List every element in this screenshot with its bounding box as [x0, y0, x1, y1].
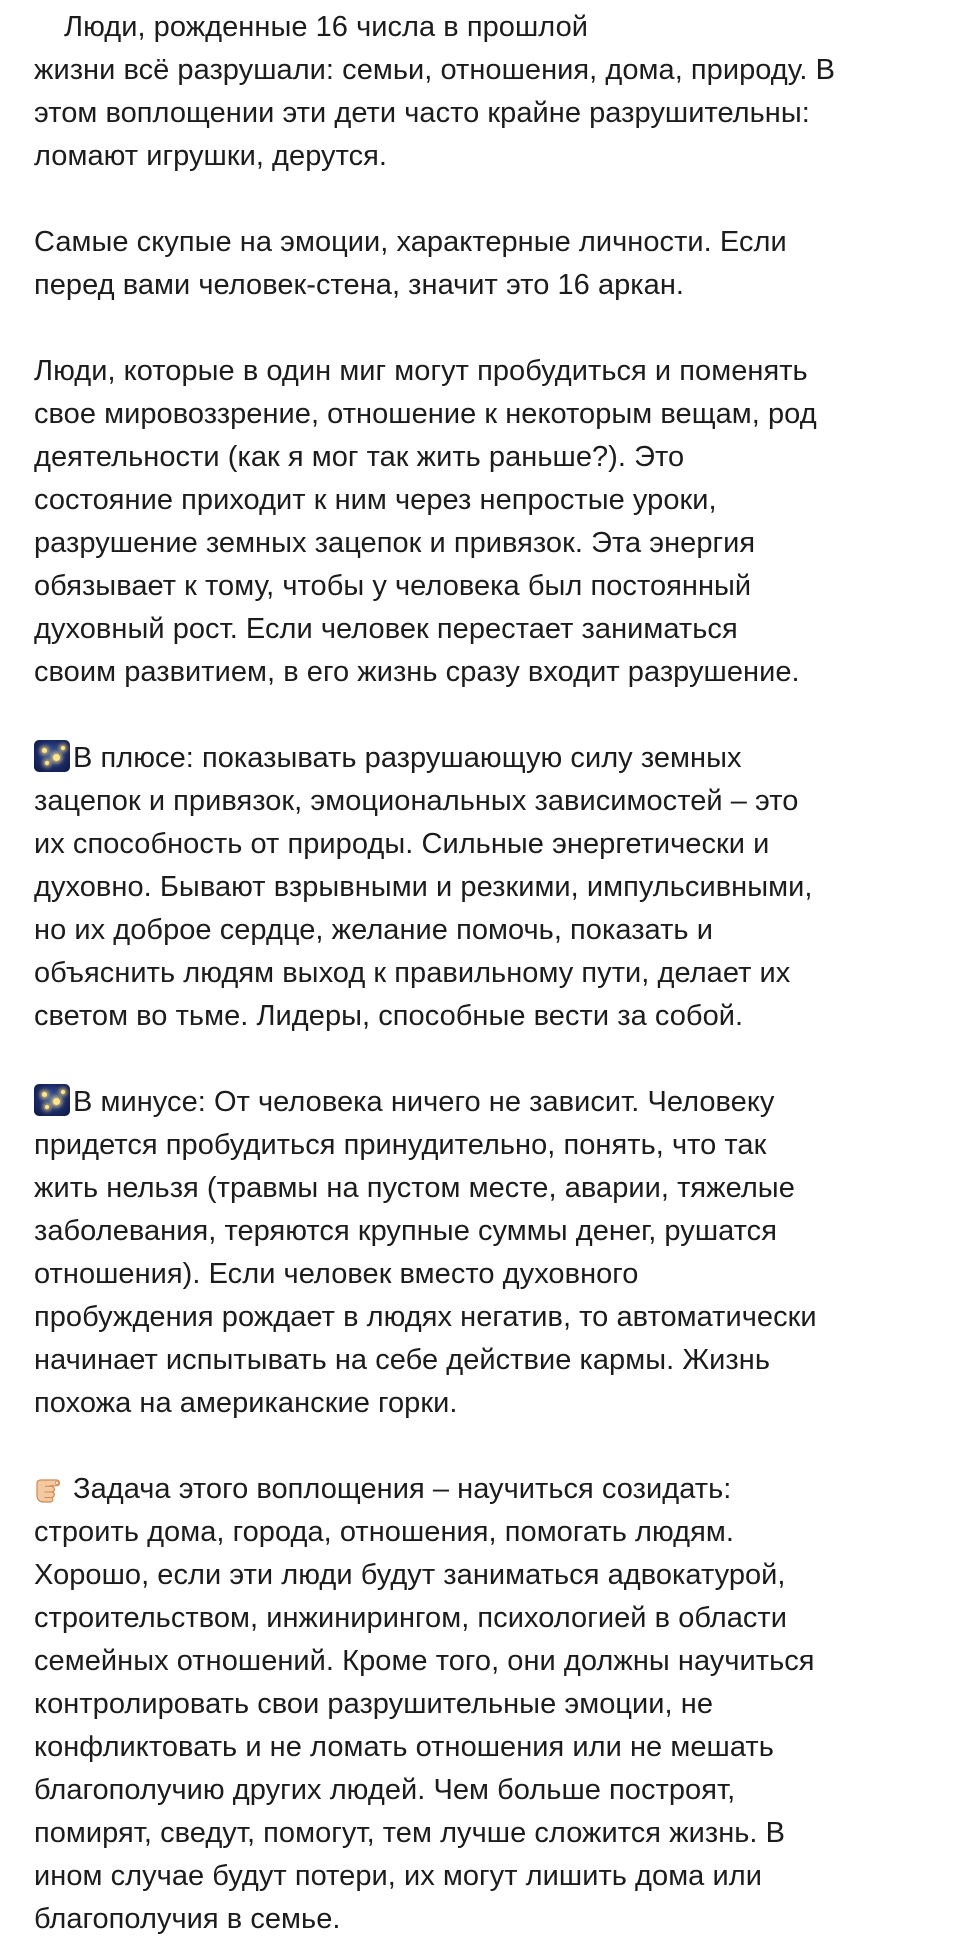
- text-line: конфликтовать и не ломать отношения или не мешать: [34, 1731, 774, 1763]
- text-line: Хорошо, если эти люди будут заниматься адвокатурой,: [34, 1559, 786, 1591]
- text-line: благополучию других людей. Чем больше построят,: [34, 1774, 736, 1806]
- text-line: духовно. Бывают взрывными и резкими, импульсивными,: [34, 871, 813, 903]
- text-line: строительством, инжинирингом, психологией в области: [34, 1602, 788, 1634]
- text-line-with-icon: [34, 1081, 952, 1124]
- paragraph-task: [34, 1468, 952, 1941]
- text-line: их способность от природы. Сильные энергетически и: [34, 828, 770, 860]
- text-line: свое мировоззрение, отношение к некоторым вещам, род: [34, 398, 817, 430]
- text-line: помирят, сведут, помогут, тем лучше сложится жизнь. В: [34, 1817, 786, 1849]
- paragraph-plus: [34, 737, 952, 1038]
- text-line: обязывает к тому, чтобы у человека был постоянный: [34, 570, 752, 602]
- text-line: семейных отношений. Кроме того, они должны научиться: [34, 1645, 815, 1677]
- paragraph-minus: [34, 1081, 952, 1425]
- text-line-with-icon: [34, 1468, 952, 1511]
- text-line: состояние приходит к ним через непростые уроки,: [34, 484, 717, 516]
- text-line: контролировать свои разрушительные эмоции, не: [34, 1688, 713, 1720]
- text-line: духовный рост. Если человек перестает заниматься: [34, 613, 738, 645]
- text-line: этом воплощении эти дети часто крайне разрушительны:: [34, 97, 810, 129]
- sparkles-night-icon: [34, 1084, 70, 1116]
- text-line: перед вами человек-стена, значит это 16 аркан.: [34, 269, 685, 301]
- text-line: благополучия в семье.: [34, 1903, 341, 1935]
- text-line: ломают игрушки, дерутся.: [34, 140, 388, 172]
- text-line: разрушение земных зацепок и привязок. Эта энергия: [34, 527, 756, 559]
- text-line: ином случае будут потери, их могут лишить дома или: [34, 1860, 762, 1892]
- text-line: пробуждения рождает в людях негатив, то автоматически: [34, 1301, 817, 1333]
- text-line: Задача этого воплощения – научиться созидать:: [73, 1473, 732, 1505]
- text-line: зацепок и привязок, эмоциональных зависимостей – это: [34, 785, 799, 817]
- text-line: Самые скупые на эмоции, характерные личности. Если: [34, 226, 787, 258]
- sparkles-night-icon: [34, 740, 70, 772]
- pointing-hand-icon: [34, 1471, 70, 1503]
- text-line: В минусе: От человека ничего не зависит. Человеку: [73, 1086, 775, 1118]
- text-line: жить нельзя (травмы на пустом месте, аварии, тяжелые: [34, 1172, 795, 1204]
- text-line: похожа на американские горки.: [34, 1387, 458, 1419]
- text-line: заболевания, теряются крупные суммы денег, рушатся: [34, 1215, 777, 1247]
- text-line: В плюсе: показывать разрушающую силу земных: [73, 742, 742, 774]
- text-line: объяснить людям выход к правильному пути, делает их: [34, 957, 791, 989]
- text-line: светом во тьме. Лидеры, способные вести за собой.: [34, 1000, 744, 1032]
- text-line: деятельности (как я мог так жить раньше?). Это: [34, 441, 685, 473]
- paragraph-past-life: [34, 6, 952, 178]
- paragraph-awakening: [34, 350, 952, 694]
- text-line: строить дома, города, отношения, помогать людям.: [34, 1516, 734, 1548]
- text-line: но их доброе сердце, желание помочь, показать и: [34, 914, 713, 946]
- text-line: жизни всё разрушали: семьи, отношения, дома, природу. В: [34, 54, 836, 86]
- text-line-with-icon: [34, 737, 952, 780]
- text-line: отношения). Если человек вместо духовного: [34, 1258, 639, 1290]
- text-line: придется пробудиться принудительно, понять, что так: [34, 1129, 767, 1161]
- paragraph-emotions: [34, 221, 952, 307]
- text-line: начинает испытывать на себе действие кармы. Жизнь: [34, 1344, 770, 1376]
- text-line: Люди, рожденные 16 числа в прошлой: [64, 11, 589, 43]
- text-line: своим развитием, в его жизнь сразу входит разрушение.: [34, 656, 800, 688]
- text-line: Люди, которые в один миг могут пробудиться и поменять: [34, 355, 808, 387]
